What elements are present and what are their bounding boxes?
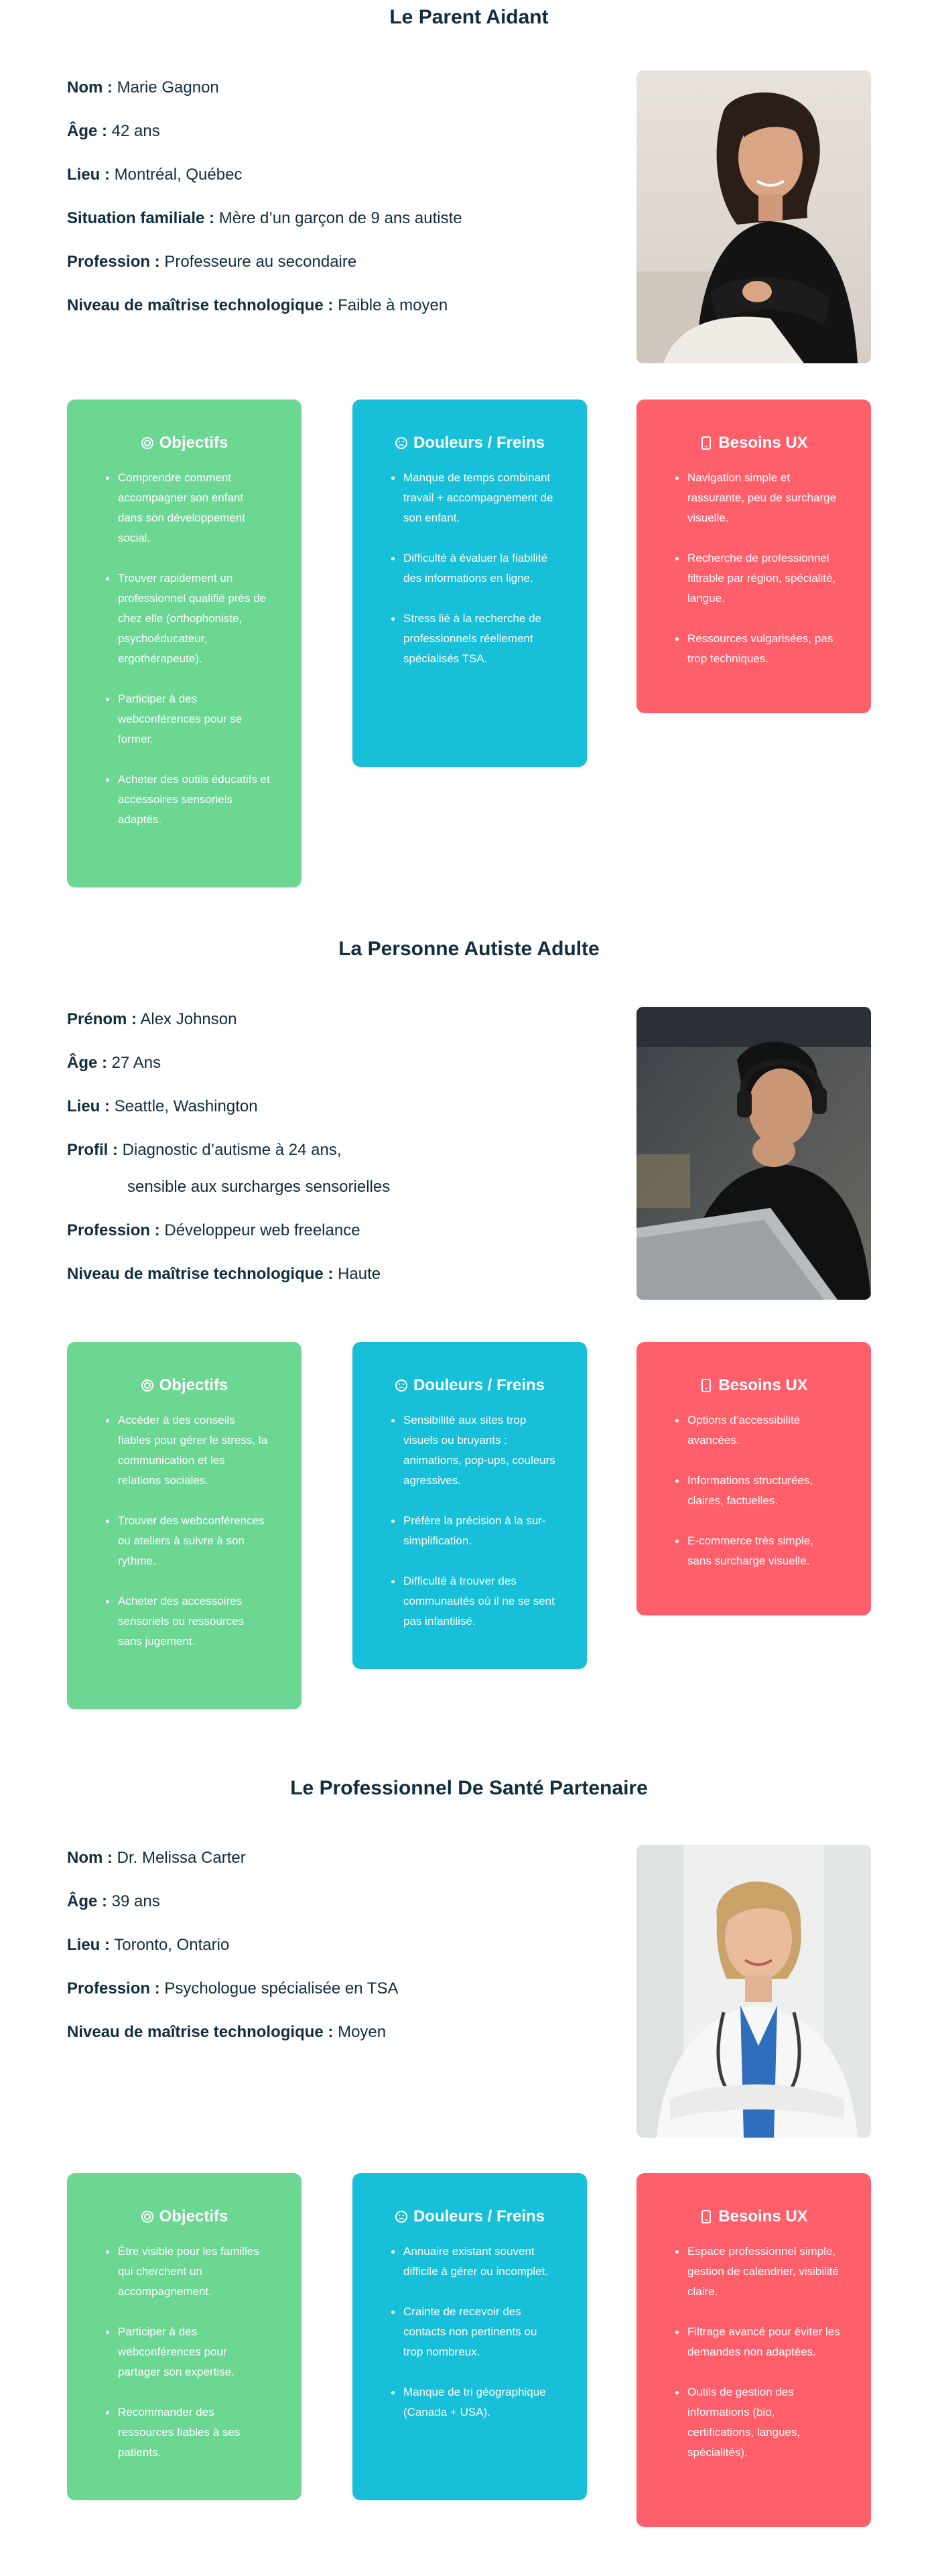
- persona-3-info-name: Nom : Dr. Melissa Carter: [67, 1849, 246, 1867]
- list-item: Participer à des webconférences pour se former.: [118, 689, 281, 749]
- list-item: Outils de gestion des informations (bio, certifications, langues, spécialités).: [687, 2382, 851, 2463]
- persona-3-card-besoins: [636, 2173, 871, 2527]
- persona-2-info-profile: Profil : Diagnostic d’autisme à 24 ans,: [67, 1141, 342, 1159]
- list-item: Sensibilité aux sites trop visuels ou bruyants : animations, pop-ups, couleurs agressives.: [403, 1410, 567, 1491]
- list-item: Participer à des webconférences pour partager son expertise.: [118, 2322, 281, 2382]
- list-item: Navigation simple et rassurante, peu de surcharge visuelle.: [687, 468, 851, 528]
- persona-2-info-profession: Profession : Développeur web freelance: [67, 1221, 360, 1239]
- persona-1-info-name: Nom : Marie Gagnon: [67, 78, 219, 97]
- persona-1-card-besoins: [636, 400, 871, 713]
- mobile-icon: [699, 2210, 713, 2223]
- persona-3-info-age: Âge : 39 ans: [67, 1892, 160, 1910]
- list-item: Options d’accessibilité avancées.: [687, 1410, 851, 1451]
- persona-3-photo: [636, 1845, 871, 2138]
- list-item: Trouver des webconférences ou ateliers à suivre à son rythme.: [118, 1511, 281, 1571]
- card-heading: Objectifs: [87, 1375, 281, 1396]
- man-with-headphones-photo: [636, 1007, 871, 1300]
- persona-2-title: La Personne Autiste Adulte: [338, 938, 600, 960]
- card-heading: Besoins UX: [657, 433, 851, 453]
- card-list: [657, 468, 851, 669]
- list-item: Trouver rapidement un professionnel qualifié près de chez elle (orthophoniste, psychoéducateur, ergothérapeute).: [118, 568, 281, 669]
- list-item: Difficulté à trouver des communautés où il ne se sent pas infantilisé.: [403, 1571, 567, 1632]
- persona-1-info-tech: Niveau de maîtrise technologique : Faible à moyen: [67, 296, 448, 314]
- target-icon: [141, 2210, 154, 2223]
- card-list: [373, 1410, 567, 1632]
- mobile-icon: [699, 436, 713, 450]
- persona-2-card-besoins: [636, 1342, 871, 1615]
- persona-2-info-firstname: Prénom : Alex Johnson: [67, 1010, 237, 1028]
- persona-3-info-location: Lieu : Toronto, Ontario: [67, 1936, 230, 1954]
- card-heading: Besoins UX: [657, 2207, 851, 2227]
- list-item: Manque de tri géographique (Canada + USA).: [403, 2382, 567, 2422]
- persona-3-title: Le Professionnel De Santé Partenaire: [290, 1777, 648, 1799]
- persona-3-card-douleurs: [352, 2173, 587, 2500]
- card-list: [87, 1410, 281, 1652]
- card-list: [87, 2242, 281, 2463]
- persona-1-info-profession: Profession : Professeure au secondaire: [67, 253, 357, 271]
- mobile-icon: [699, 1379, 713, 1392]
- list-item: Recherche de professionnel filtrable par région, spécialité, langue.: [687, 548, 851, 609]
- target-icon: [141, 1379, 154, 1392]
- persona-3-info-profession: Profession : Psychologue spécialisée en TSA: [67, 1979, 399, 1998]
- persona-1-info-location: Lieu : Montréal, Québec: [67, 166, 243, 184]
- list-item: Informations structurées, claires, factuelles.: [687, 1471, 851, 1511]
- list-item: E-commerce très simple, sans surcharge visuelle.: [687, 1531, 851, 1571]
- list-item: Être visible pour les familles qui cherchent un accompagnement.: [118, 2242, 281, 2302]
- card-heading: Douleurs / Freins: [373, 1375, 567, 1396]
- list-item: Crainte de recevoir des contacts non pertinents ou trop nombreux.: [403, 2302, 567, 2362]
- list-item: Espace professionnel simple, gestion de calendrier, visibilité claire.: [687, 2242, 851, 2302]
- card-list: [373, 2242, 567, 2422]
- list-item: Ressources vulgarisées, pas trop techniques.: [687, 629, 851, 669]
- list-item: Filtrage avancé pour éviter les demandes non adaptées.: [687, 2322, 851, 2362]
- list-item: Recommander des ressources fiables à ses patients.: [118, 2402, 281, 2463]
- card-heading: Douleurs / Freins: [373, 433, 567, 453]
- persona-2-info-tech: Niveau de maîtrise technologique : Haute: [67, 1265, 381, 1283]
- persona-1-card-douleurs: [352, 400, 587, 767]
- list-item: Acheter des outils éducatifs et accessoires sensoriels adaptés.: [118, 770, 281, 830]
- sad-face-icon: [395, 1379, 408, 1392]
- persona-2-info-profile-continuation: sensible aux surcharges sensorielles: [127, 1178, 391, 1196]
- target-icon: [141, 436, 154, 450]
- list-item: Comprendre comment accompagner son enfant dans son développement social.: [118, 468, 281, 548]
- persona-2-card-objectifs: [67, 1342, 302, 1709]
- list-item: Acheter des accessoires sensoriels ou ressources sans jugement.: [118, 1591, 281, 1652]
- persona-1-info-family: Situation familiale : Mère d’un garçon de 9 ans autiste: [67, 209, 462, 227]
- card-list: [657, 2242, 851, 2463]
- sad-face-icon: [395, 2210, 408, 2223]
- card-heading: Douleurs / Freins: [373, 2207, 567, 2227]
- card-list: [87, 468, 281, 830]
- list-item: Préfère la précision à la sur-simplification.: [403, 1511, 567, 1551]
- woman-portrait-photo: [636, 70, 871, 363]
- card-heading: Besoins UX: [657, 1375, 851, 1396]
- card-list: [373, 468, 567, 669]
- list-item: Accéder à des conseils fiables pour gérer le stress, la communication et les relations sociales.: [118, 1410, 281, 1491]
- persona-2-info-location: Lieu : Seattle, Washington: [67, 1097, 258, 1115]
- persona-2-card-douleurs: [352, 1342, 587, 1669]
- persona-1-photo: [636, 70, 871, 363]
- card-heading: Objectifs: [87, 2207, 281, 2227]
- persona-2-info-age: Âge : 27 Ans: [67, 1054, 161, 1072]
- persona-1-title: Le Parent Aidant: [389, 6, 549, 28]
- list-item: Difficulté à évaluer la fiabilité des informations en ligne.: [403, 548, 567, 589]
- card-heading: Objectifs: [87, 433, 281, 453]
- list-item: Manque de temps combinant travail + accompagnement de son enfant.: [403, 468, 567, 528]
- list-item: Annuaire existant souvent difficile à gérer ou incomplet.: [403, 2242, 567, 2282]
- persona-3-card-objectifs: [67, 2173, 302, 2500]
- list-item: Stress lié à la recherche de professionnels réellement spécialisés TSA.: [403, 609, 567, 669]
- card-list: [657, 1410, 851, 1571]
- persona-2-photo: [636, 1007, 871, 1300]
- persona-1-card-objectifs: [67, 400, 302, 887]
- persona-1-info-age: Âge : 42 ans: [67, 122, 160, 140]
- persona-3-info-tech: Niveau de maîtrise technologique : Moyen: [67, 2023, 387, 2041]
- sad-face-icon: [395, 436, 408, 450]
- doctor-portrait-photo: [636, 1845, 871, 2138]
